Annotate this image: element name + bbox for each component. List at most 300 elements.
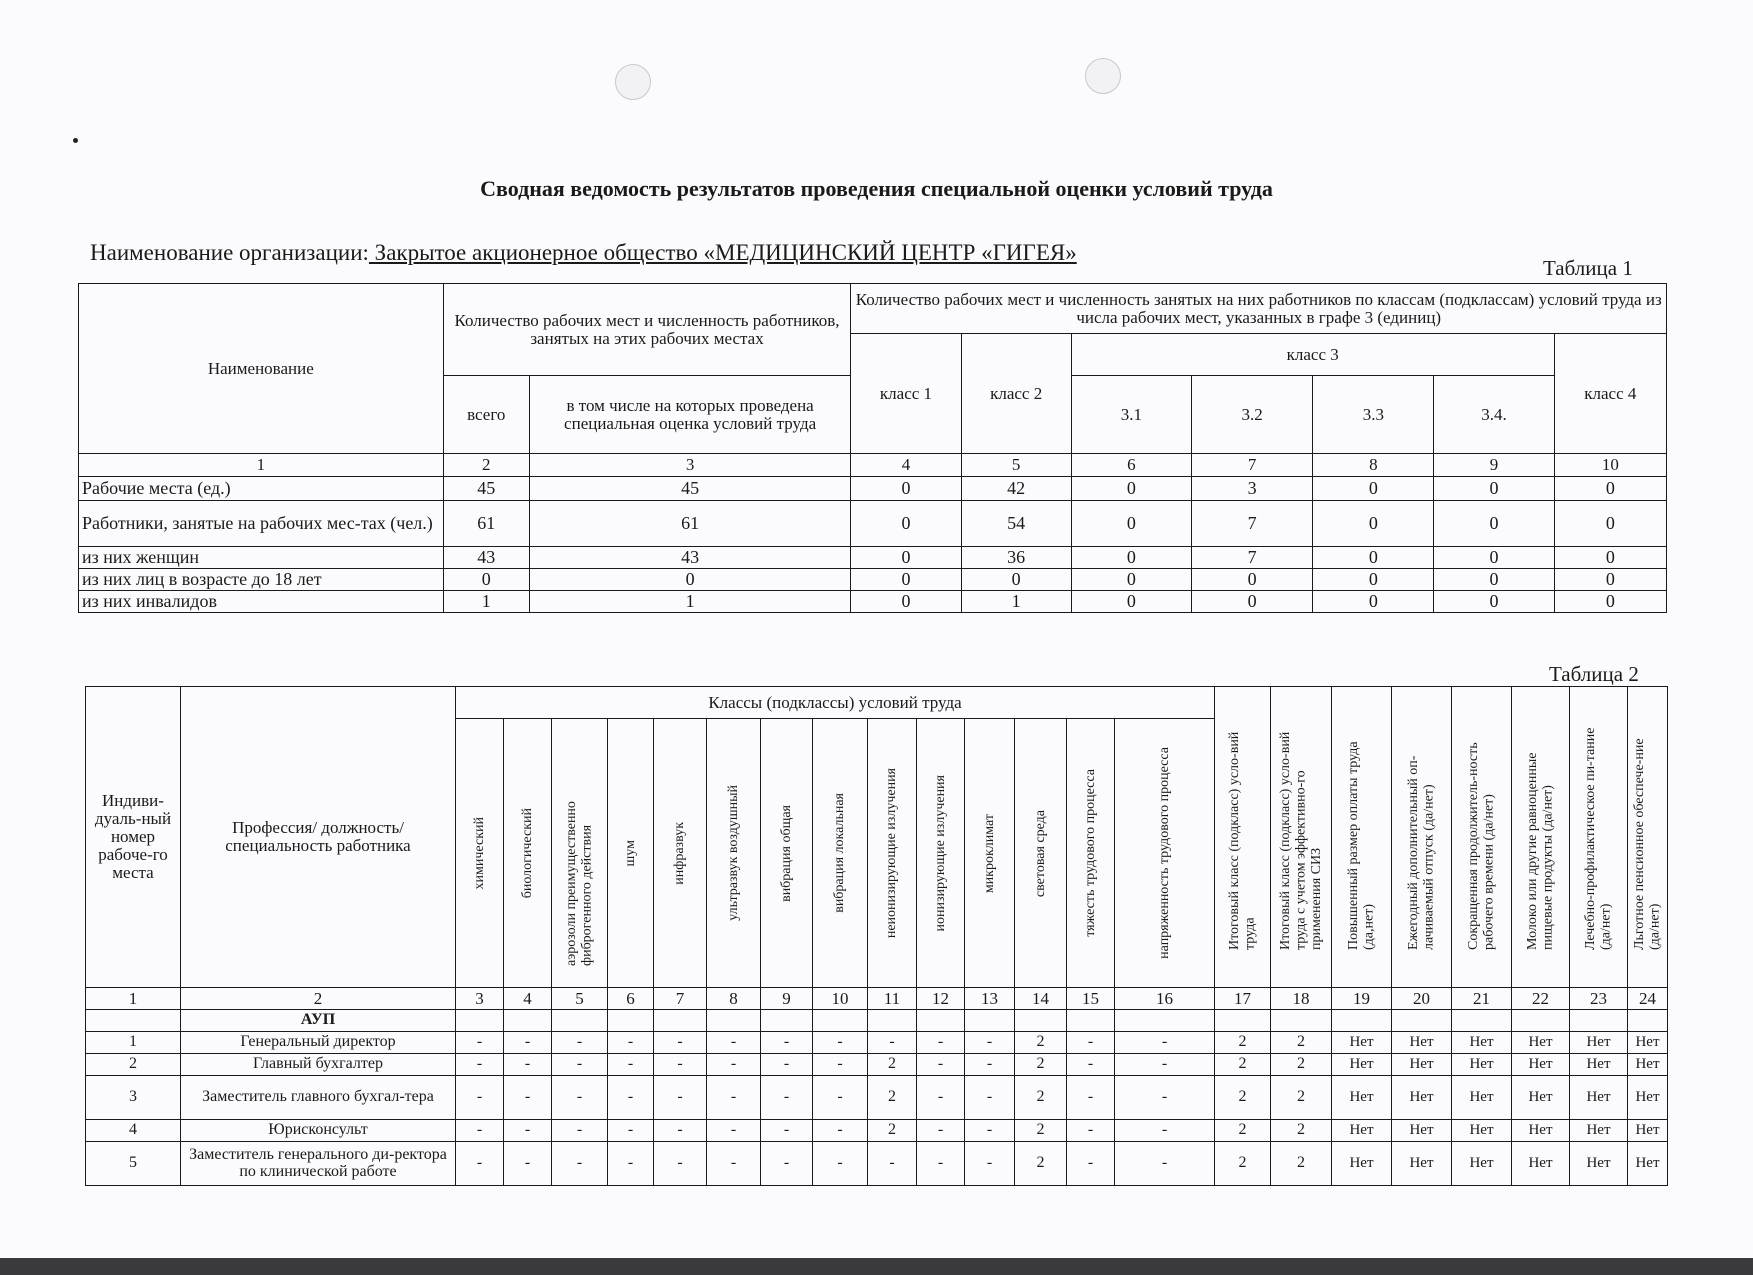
t2-summary-value: Нет (1452, 1142, 1512, 1186)
t1-header-class3: класс 3 (1071, 334, 1554, 376)
t2-summary-value: 2 (1215, 1142, 1271, 1186)
organization-line (90, 240, 1077, 266)
t2-header-final-class-text: Итоговый класс (подкласс) усло-вий труда (1227, 731, 1258, 950)
t2-factor-value: - (552, 1142, 608, 1186)
t2-section-spacer (813, 1010, 868, 1032)
t2-summary-value: Нет (1628, 1032, 1668, 1054)
t1-row (79, 569, 1667, 591)
t2-header-factor-text: тяжесть трудового процесса (1082, 769, 1098, 938)
t2-header-classes-group: Классы (подклассы) условий труда (456, 687, 1215, 719)
t1-row (79, 501, 1667, 547)
t2-section-spacer (1452, 1010, 1512, 1032)
t2-colnum: 2 (181, 988, 456, 1010)
t2-summary-value: 2 (1271, 1054, 1332, 1076)
t2-header-factor (504, 719, 552, 988)
t2-header-pension-text: Льготное пенсионное обеспече-ние (да/нет) (1632, 738, 1663, 950)
t2-factor-value: - (707, 1054, 761, 1076)
t1-cell: 0 (1071, 501, 1191, 547)
t1-cell: 7 (1191, 501, 1312, 547)
t1-row (79, 591, 1667, 613)
t2-section-spacer (1067, 1010, 1115, 1032)
t1-row-name: из них женщин (79, 547, 444, 569)
t2-factor-value: - (707, 1120, 761, 1142)
t2-factor-value: - (761, 1032, 813, 1054)
summary-table-1 (78, 283, 1667, 613)
table2-label: Таблица 2 (1549, 662, 1639, 686)
t1-cell: 42 (961, 477, 1071, 501)
t2-colnum: 16 (1115, 988, 1215, 1010)
t2-factor-value: - (504, 1120, 552, 1142)
t1-cell: 0 (851, 591, 961, 613)
t2-row-id: 3 (86, 1076, 181, 1120)
t2-summary-value: Нет (1332, 1076, 1392, 1120)
t2-colnum: 5 (552, 988, 608, 1010)
t1-header-sub-3-3: 3.3 (1313, 376, 1434, 454)
t1-cell: 0 (1434, 477, 1554, 501)
t2-summary-value: 2 (1271, 1032, 1332, 1054)
t2-colnum: 8 (707, 988, 761, 1010)
t2-summary-value: 2 (1215, 1032, 1271, 1054)
t2-summary-value: 2 (1271, 1076, 1332, 1120)
t2-factor-value: - (456, 1054, 504, 1076)
t1-cell: 61 (529, 501, 851, 547)
t2-header-factor-text: напряженность трудового процесса (1156, 747, 1172, 960)
t1-header-name: Наименование (79, 284, 444, 454)
t1-cell: 0 (1313, 591, 1434, 613)
t2-factor-value: 2 (1015, 1054, 1067, 1076)
t2-summary-value: 2 (1271, 1120, 1332, 1142)
t2-header-factor (608, 719, 654, 988)
t2-section-row (86, 1010, 1668, 1032)
t2-header-factor (456, 719, 504, 988)
t1-cell: 0 (1313, 547, 1434, 569)
t2-summary-value: Нет (1392, 1032, 1452, 1054)
t2-factor-value: - (1115, 1142, 1215, 1186)
t1-cell: 0 (1554, 591, 1666, 613)
t1-row-name: из них инвалидов (79, 591, 444, 613)
t2-factor-value: - (504, 1076, 552, 1120)
t2-row-profession: Генеральный директор (181, 1032, 456, 1054)
t2-summary-value: Нет (1452, 1120, 1512, 1142)
t2-header-factor-text: аэрозоли преимущественно фиброгенного действия (564, 801, 595, 967)
t2-factor-value: - (965, 1076, 1015, 1120)
t1-cell: 0 (1071, 547, 1191, 569)
t2-header-factor-text: инфразвук (672, 821, 688, 885)
t2-header-milk-text: Молоко или другие равноценные пищевые продукты (да/нет) (1525, 752, 1556, 950)
t1-colnum: 1 (79, 454, 444, 477)
t2-section-spacer (608, 1010, 654, 1032)
t2-section-spacer (1628, 1010, 1668, 1032)
t2-factor-value: 2 (868, 1120, 917, 1142)
t2-section-spacer (1332, 1010, 1392, 1032)
t1-colnum: 10 (1554, 454, 1666, 477)
t2-header-milk (1512, 687, 1570, 988)
t2-summary-value: Нет (1392, 1120, 1452, 1142)
t2-factor-value: - (504, 1142, 552, 1186)
t1-cell: 0 (1191, 569, 1312, 591)
t2-header-extra-leave-text: Ежегодный дополнительный оп-лачиваемый отпуск (да/нет) (1406, 755, 1437, 950)
t1-cell: 0 (1434, 547, 1554, 569)
t2-factor-value: - (1067, 1120, 1115, 1142)
t2-colnum: 12 (917, 988, 965, 1010)
t2-row (86, 1076, 1668, 1120)
t1-cell: 3 (1191, 477, 1312, 501)
t1-cell: 0 (851, 501, 961, 547)
t2-summary-value: Нет (1570, 1076, 1628, 1120)
t2-colnum: 9 (761, 988, 813, 1010)
t2-header-profession: Профессия/ должность/ специальность работника (181, 687, 456, 988)
t1-cell: 0 (1554, 501, 1666, 547)
t2-factor-value: - (1115, 1076, 1215, 1120)
t2-section-spacer (1392, 1010, 1452, 1032)
t2-header-increased-pay-text: Повышенный размер оплаты труда (да,нет) (1346, 741, 1377, 950)
t2-header-factor (868, 719, 917, 988)
t2-summary-value: Нет (1392, 1076, 1452, 1120)
t2-factor-value: - (1115, 1032, 1215, 1054)
t2-factor-value: - (917, 1032, 965, 1054)
t2-section-spacer (1015, 1010, 1067, 1032)
t2-section-spacer (707, 1010, 761, 1032)
t1-colnum: 4 (851, 454, 961, 477)
t2-header-factor (813, 719, 868, 988)
t2-section-spacer (504, 1010, 552, 1032)
t2-summary-value: Нет (1512, 1032, 1570, 1054)
t2-factor-value: - (456, 1032, 504, 1054)
t2-row (86, 1054, 1668, 1076)
t2-colnum: 10 (813, 988, 868, 1010)
t2-section-spacer (1570, 1010, 1628, 1032)
t2-factor-value: - (456, 1120, 504, 1142)
t1-cell: 0 (529, 569, 851, 591)
t1-cell: 0 (1313, 477, 1434, 501)
t2-factor-value: - (504, 1054, 552, 1076)
t2-header-factor (654, 719, 707, 988)
t2-summary-value: 2 (1215, 1120, 1271, 1142)
t2-header-factor (1067, 719, 1115, 988)
t1-cell: 0 (1071, 569, 1191, 591)
t2-factor-value: - (1115, 1120, 1215, 1142)
t2-factor-value: - (456, 1142, 504, 1186)
t2-factor-value: - (456, 1076, 504, 1120)
punch-hole (615, 64, 651, 100)
t2-header-factor (552, 719, 608, 988)
t1-cell: 0 (1071, 591, 1191, 613)
t2-summary-value: Нет (1332, 1120, 1392, 1142)
t1-cell: 0 (1554, 569, 1666, 591)
t1-cell: 0 (961, 569, 1071, 591)
t2-section-spacer (761, 1010, 813, 1032)
t1-header-class1: класс 1 (851, 334, 961, 454)
t2-factor-value: - (965, 1120, 1015, 1142)
t2-summary-value: Нет (1628, 1054, 1668, 1076)
t2-factor-value: - (1067, 1054, 1115, 1076)
t1-cell: 0 (1313, 501, 1434, 547)
t1-cell: 0 (1434, 569, 1554, 591)
t2-summary-value: Нет (1332, 1142, 1392, 1186)
t2-factor-value: - (504, 1032, 552, 1054)
t2-section-spacer (965, 1010, 1015, 1032)
t2-header-final-class (1215, 687, 1271, 988)
t2-colnum: 18 (1271, 988, 1332, 1010)
t2-row-id: 5 (86, 1142, 181, 1186)
t2-factor-value: - (917, 1142, 965, 1186)
t1-header-sub-3-4: 3.4. (1434, 376, 1554, 454)
t1-cell: 0 (1313, 569, 1434, 591)
t2-factor-value: - (868, 1032, 917, 1054)
t2-factor-value: - (552, 1120, 608, 1142)
t2-colnum: 19 (1332, 988, 1392, 1010)
t1-colnum: 5 (961, 454, 1071, 477)
t1-cell: 7 (1191, 547, 1312, 569)
t1-colnum: 9 (1434, 454, 1554, 477)
t2-header-reduced-hours-text: Сокращенная продолжитель-ность рабочего времени (да/нет) (1466, 742, 1497, 950)
t1-row-name: Работники, занятые на рабочих мес-тах (чел.) (79, 501, 444, 547)
t2-header-factor-text: шум (622, 840, 638, 867)
t1-colnum: 3 (529, 454, 851, 477)
t2-summary-value: Нет (1332, 1032, 1392, 1054)
t1-cell: 43 (529, 547, 851, 569)
t2-section-spacer (654, 1010, 707, 1032)
t2-factor-value: - (1067, 1032, 1115, 1054)
t2-summary-value: 2 (1215, 1076, 1271, 1120)
scan-border (0, 1258, 1753, 1275)
t2-colnum: 22 (1512, 988, 1570, 1010)
t2-row-id: 1 (86, 1032, 181, 1054)
t2-summary-value: Нет (1392, 1054, 1452, 1076)
t2-factor-value: - (654, 1032, 707, 1054)
t2-colnum: 20 (1392, 988, 1452, 1010)
t1-colnum: 7 (1191, 454, 1312, 477)
t2-factor-value: - (1067, 1076, 1115, 1120)
t2-row-id: 2 (86, 1054, 181, 1076)
t1-cell: 1 (443, 591, 529, 613)
t1-cell: 0 (1434, 501, 1554, 547)
t2-section-spacer (1215, 1010, 1271, 1032)
t2-header-factor-text: вибрация общая (778, 804, 794, 902)
t1-header-classes-group: Количество рабочих мест и численность занятых на них работников по классам (подклассам) условий труда из числа рабочих мест, указанных в графе 3 (единиц) (851, 284, 1667, 334)
t2-factor-value: - (761, 1142, 813, 1186)
t1-cell: 0 (851, 477, 961, 501)
t2-section-spacer (86, 1010, 181, 1032)
t2-summary-value: Нет (1570, 1120, 1628, 1142)
t2-summary-value: Нет (1392, 1142, 1452, 1186)
t2-factor-value: - (608, 1054, 654, 1076)
t2-header-factor-text: световая среда (1032, 809, 1048, 897)
t1-cell: 0 (1071, 477, 1191, 501)
t2-factor-value: - (608, 1142, 654, 1186)
t2-header-therapeutic-food (1570, 687, 1628, 988)
t2-summary-value: Нет (1512, 1142, 1570, 1186)
t2-colnum: 1 (86, 988, 181, 1010)
t2-colnum: 21 (1452, 988, 1512, 1010)
t2-header-factor-text: вибрация локальная (832, 793, 848, 914)
t2-section-title: АУП (181, 1010, 456, 1032)
t1-cell: 43 (443, 547, 529, 569)
t2-factor-value: - (608, 1120, 654, 1142)
t2-summary-value: Нет (1570, 1032, 1628, 1054)
t2-colnum: 15 (1067, 988, 1115, 1010)
t2-summary-value: Нет (1628, 1076, 1668, 1120)
t2-header-factor-text: химический (471, 817, 487, 890)
t1-cell: 1 (961, 591, 1071, 613)
t2-section-spacer (456, 1010, 504, 1032)
t2-colnum: 6 (608, 988, 654, 1010)
t2-header-factor-text: микроклимат (981, 813, 997, 893)
t1-header-assessed: в том числе на которых проведена специальная оценка условий труда (529, 376, 851, 454)
t2-colnum: 17 (1215, 988, 1271, 1010)
t2-header-therapeutic-food-text: Лечебно-профилактическое пи-тание (да/нет) (1583, 727, 1614, 950)
t1-cell: 45 (529, 477, 851, 501)
t2-factor-value: - (1067, 1142, 1115, 1186)
table1-label: Таблица 1 (1543, 256, 1633, 280)
organization-label: Наименование организации: (90, 240, 369, 265)
t2-factor-value: - (654, 1076, 707, 1120)
t1-header-total: всего (443, 376, 529, 454)
t1-colnum: 8 (1313, 454, 1434, 477)
t2-header-pension (1628, 687, 1668, 988)
summary-table-2 (85, 686, 1668, 1186)
t2-factor-value: - (965, 1054, 1015, 1076)
t1-cell: 0 (851, 547, 961, 569)
t2-factor-value: - (917, 1076, 965, 1120)
t2-factor-value: - (761, 1076, 813, 1120)
t2-header-factor (917, 719, 965, 988)
t2-colnum: 4 (504, 988, 552, 1010)
t2-factor-value: - (813, 1120, 868, 1142)
t2-colnum: 24 (1628, 988, 1668, 1010)
t1-row (79, 477, 1667, 501)
t2-factor-value: - (813, 1142, 868, 1186)
t2-header-factor (1115, 719, 1215, 988)
t2-factor-value: 2 (1015, 1142, 1067, 1186)
t2-colnum: 23 (1570, 988, 1628, 1010)
t2-header-increased-pay (1332, 687, 1392, 988)
t2-factor-value: - (917, 1054, 965, 1076)
t2-factor-value: - (761, 1054, 813, 1076)
t2-header-factor-text: биологический (519, 808, 535, 899)
punch-hole (1085, 58, 1121, 94)
t2-section-spacer (1512, 1010, 1570, 1032)
t2-row-id: 4 (86, 1120, 181, 1142)
t2-factor-value: 2 (868, 1054, 917, 1076)
t1-header-sub-3-2: 3.2 (1191, 376, 1312, 454)
t1-cell: 0 (1434, 591, 1554, 613)
t2-header-reduced-hours (1452, 687, 1512, 988)
t2-factor-value: - (552, 1054, 608, 1076)
t2-row (86, 1142, 1668, 1186)
t1-cell: 0 (1191, 591, 1312, 613)
t2-header-factor (965, 719, 1015, 988)
t2-header-factor-text: ионизирующие излучения (932, 775, 948, 932)
t1-header-sub-3-1: 3.1 (1071, 376, 1191, 454)
t2-factor-value: - (654, 1142, 707, 1186)
t2-row-profession: Заместитель главного бухгал-тера (181, 1076, 456, 1120)
t2-header-factor (1015, 719, 1067, 988)
t2-header-factor-text: неионизирующие излучения (884, 768, 900, 939)
t2-summary-value: Нет (1512, 1076, 1570, 1120)
t2-factor-value: 2 (1015, 1120, 1067, 1142)
t1-row (79, 547, 1667, 569)
t2-summary-value: Нет (1332, 1054, 1392, 1076)
ink-dot (73, 138, 78, 143)
t2-section-spacer (1115, 1010, 1215, 1032)
t1-cell: 45 (443, 477, 529, 501)
t2-colnum: 13 (965, 988, 1015, 1010)
t2-factor-value: - (707, 1076, 761, 1120)
t2-section-spacer (1271, 1010, 1332, 1032)
t2-colnum: 14 (1015, 988, 1067, 1010)
t2-summary-value: 2 (1271, 1142, 1332, 1186)
t2-factor-value: - (813, 1076, 868, 1120)
t2-factor-value: - (761, 1120, 813, 1142)
document-title: Сводная ведомость результатов проведения специальной оценки условий труда (480, 176, 1273, 201)
t1-cell: 36 (961, 547, 1071, 569)
t1-header-count-group: Количество рабочих мест и численность работников, занятых на этих рабочих местах (443, 284, 851, 376)
t2-row-profession: Заместитель генерального ди-ректора по клинической работе (181, 1142, 456, 1186)
t2-factor-value: - (813, 1054, 868, 1076)
t1-header-class2: класс 2 (961, 334, 1071, 454)
t2-factor-value: - (1115, 1054, 1215, 1076)
t1-colnum: 2 (443, 454, 529, 477)
t1-colnum: 6 (1071, 454, 1191, 477)
t2-header-factor (761, 719, 813, 988)
t2-factor-value: - (608, 1076, 654, 1120)
t2-factor-value: 2 (1015, 1032, 1067, 1054)
t2-summary-value: Нет (1628, 1120, 1668, 1142)
t1-column-numbers (79, 454, 1667, 477)
t2-row (86, 1032, 1668, 1054)
t2-factor-value: - (654, 1054, 707, 1076)
organization-name: Закрытое акционерное общество «МЕДИЦИНСКИЙ ЦЕНТР «ГИГЕЯ» (368, 240, 1077, 265)
t2-section-spacer (552, 1010, 608, 1032)
t2-header-final-class-siz-text: Итоговый класс (подкласс) усло-вий труда с учетом эффективно-го применения СИЗ (1277, 731, 1324, 950)
t2-summary-value: Нет (1512, 1120, 1570, 1142)
t2-section-spacer (917, 1010, 965, 1032)
t2-summary-value: Нет (1452, 1054, 1512, 1076)
t2-summary-value: Нет (1628, 1142, 1668, 1186)
t2-colnum: 11 (868, 988, 917, 1010)
t1-row-name: из них лиц в возрасте до 18 лет (79, 569, 444, 591)
t2-summary-value: Нет (1512, 1054, 1570, 1076)
t2-summary-value: Нет (1570, 1054, 1628, 1076)
t2-summary-value: Нет (1452, 1076, 1512, 1120)
t2-row (86, 1120, 1668, 1142)
t2-factor-value: - (868, 1142, 917, 1186)
t1-cell: 0 (851, 569, 961, 591)
t2-row-profession: Юрисконсульт (181, 1120, 456, 1142)
t2-header-final-class-siz (1271, 687, 1332, 988)
t2-factor-value: - (654, 1120, 707, 1142)
t2-factor-value: - (608, 1032, 654, 1054)
t2-factor-value: - (813, 1032, 868, 1054)
t2-factor-value: - (552, 1032, 608, 1054)
t2-factor-value: - (552, 1076, 608, 1120)
t1-cell: 0 (1554, 477, 1666, 501)
t2-factor-value: - (965, 1032, 1015, 1054)
t1-header-class4: класс 4 (1554, 334, 1666, 454)
t2-row-profession: Главный бухгалтер (181, 1054, 456, 1076)
t2-header-factor (707, 719, 761, 988)
t2-column-numbers (86, 988, 1668, 1010)
t2-section-spacer (868, 1010, 917, 1032)
t2-header-factor-text: ультразвук воздушный (725, 785, 741, 922)
t2-factor-value: 2 (868, 1076, 917, 1120)
t2-summary-value: 2 (1215, 1054, 1271, 1076)
t2-factor-value: 2 (1015, 1076, 1067, 1120)
t1-row-name: Рабочие места (ед.) (79, 477, 444, 501)
t2-factor-value: - (917, 1120, 965, 1142)
t1-cell: 54 (961, 501, 1071, 547)
